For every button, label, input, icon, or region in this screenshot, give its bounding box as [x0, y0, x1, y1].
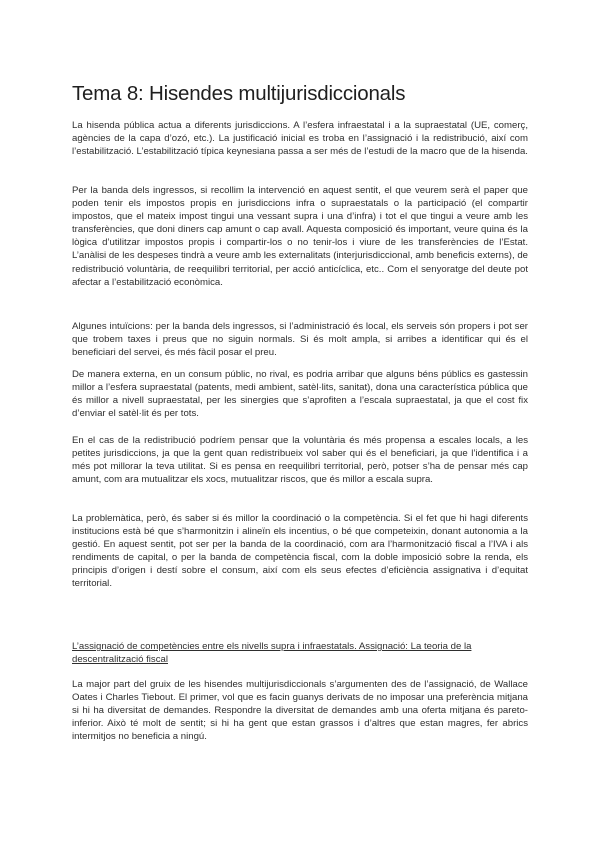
paragraph-redistribucio: En el cas de la redistribució podríem pensar que la voluntària és més propensa a escales locals, a les petites jurisdiccions, ja que la gent quan redistribueix vol saber qui és el beneficiari, ja que l’identifica i a més pot millorar la teva utilitat. Si es pensa en reequilibri territorial, però, potser s’ha de pensar més cap amunt, com ara mutualitzar els xocs, mutualitzar riscos, que és millor a escala supra.	[72, 435, 528, 486]
paragraph-problematica: La problemàtica, però, és saber si és millor la coordinació o la competència. Si el fet que hi hagi diferents institucions està bé que s’harmonitzin i alineïn els incentius, o bé que competeixin, donant autonomia a la gestió. En aquest sentit, pot ser per la banda de la coordinació, com ara l’harmonització fiscal a l’IVA i als rendiments de capital, o per la banda de competència fiscal, com la doble imposició sobre la renda, els principis d’origen i destí sobre el consum, així com els seus efectes d’eficiència assignativa i d’equitat territorial.	[72, 513, 528, 590]
paragraph-ingressos: Per la banda dels ingressos, si recollim la intervenció en aquest sentit, el que veurem serà el paper que poden tenir els impostos propis en jurisdiccions infra o supraestatals o la participació (el compartir impostos, que el mateix impost tingui una vessant supra i una d’infra) i tot el que tingui a veure amb les transferències, que doni diners cap amunt o cap avall. Aquesta composició és important, veure quina és la lògica d’utilitzar impostos propis i compartir-los o no tenir-los i viure de les transferències de l’Estat. L’anàlisi de les despeses tindrà a veure amb les externalitats (interjurisdiccional, amb beneficis externs), de redistribució voluntària, de reequilibri territorial, per acció anticíclica, etc.. Com el senyoratge del deute pot afectar a l’estabilització econòmica.	[72, 185, 528, 288]
section-subheading: L’assignació de competències entre els nivells supra i infraestatals. Assignació: La teoria de la descentralització fiscal	[72, 641, 472, 666]
page-title: Tema 8: Hisendes multijurisdiccionals	[72, 82, 406, 105]
paragraph-intuicions: Algunes intuïcions: per la banda dels ingressos, si l’administració és local, els serveis són propers i pot ser que trobem taxes i preus que no siguin normals. Si és molt ampla, si arribes a identificar qui és el beneficiari del servei, és més fàcil posar el preu.	[72, 321, 528, 359]
paragraph-assignacio: La major part del gruix de les hisendes multijurisdiccionals s’argumenten des de l’assignació, de Wallace Oates i Charles Tiebout. El primer, vol que es facin guanys derivats de no imposar una preferència mitjana si hi ha diversitat de demandes. Respondre la diversitat de demandes amb una oferta mitjana és pareto-inferior. Això té molt de sentit; si hi ha gent que estan grassos i d’altres que estan magres, fer abrics intermitjos no beneficia a ningú.	[72, 679, 528, 743]
paragraph-intro: La hisenda pública actua a diferents jurisdiccions. A l’esfera infraestatal i a la supraestatal (UE, comerç, agències de la capa d’ozó, etc.). La justificació inicial es troba en l’assignació i la redistribució, així com l’estabilització. L’estabilització típica keynesiana passa a ser més de l’estudi de la macro que de la hisenda.	[72, 120, 528, 158]
paragraph-consum-public: De manera externa, en un consum públic, no rival, es podria arribar que alguns béns públics es gastessin millor a l’esfera supraestatal (patents, medi ambient, satèl·lits, sanitat), dona una característica pública que és millor a nivell supraestatal, per les sinergies que s’aprofiten a l’escala supraestatal, ja que el cost fix d’enviar el satèl·lit és per tots.	[72, 369, 528, 420]
